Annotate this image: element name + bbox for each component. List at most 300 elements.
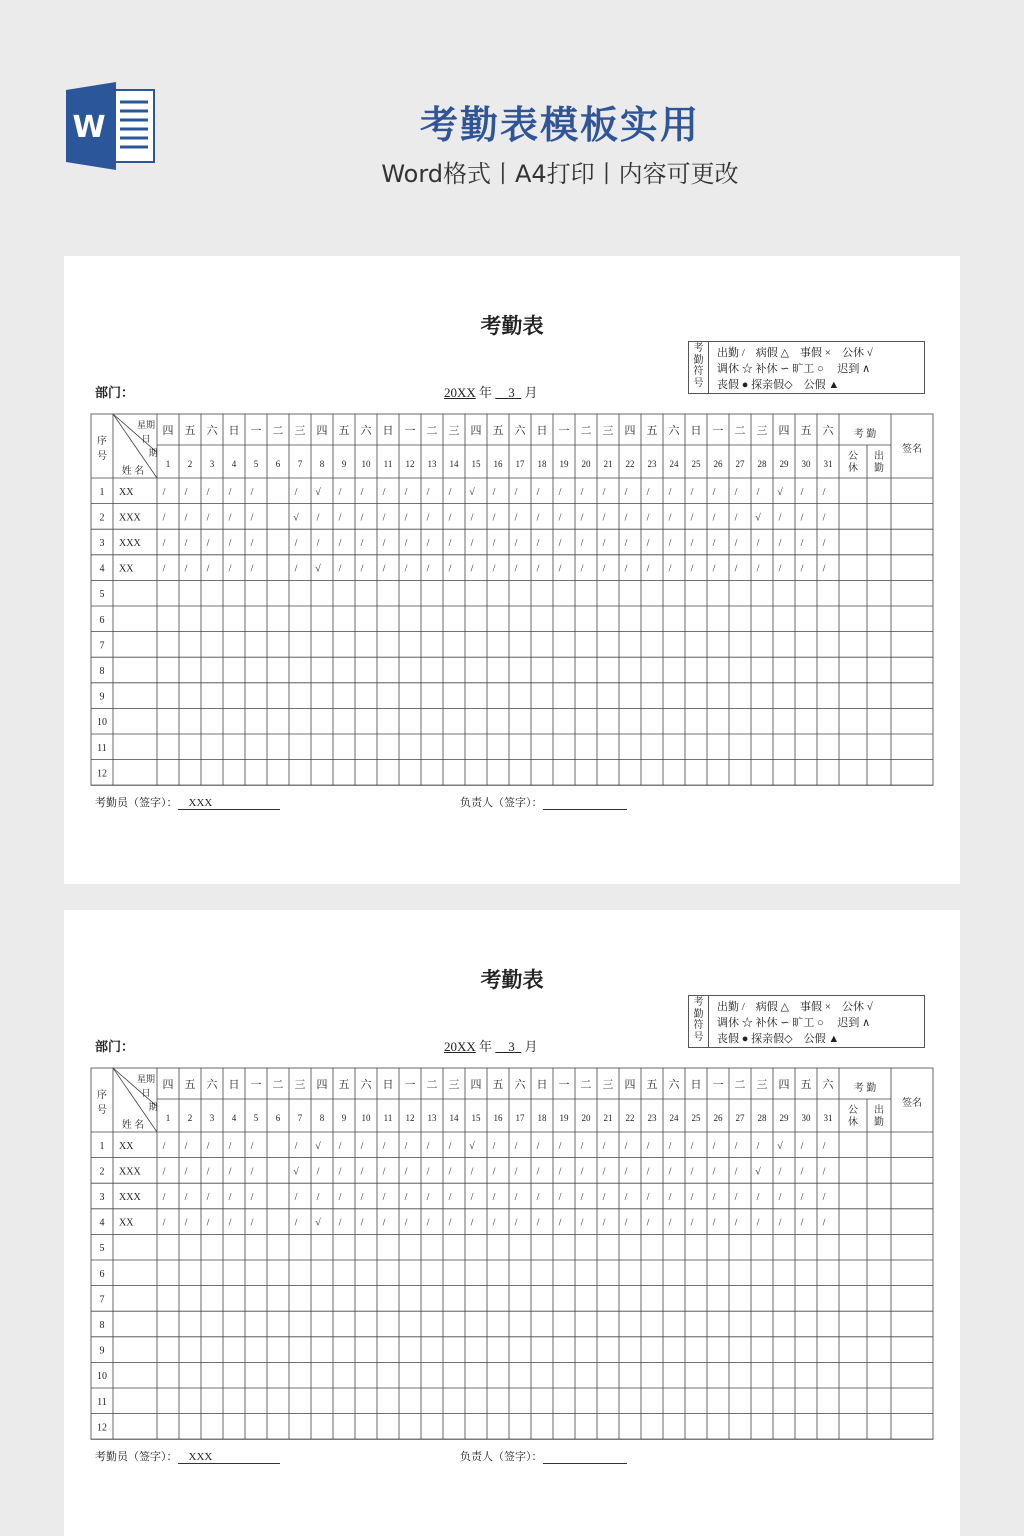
table-row[interactable] xyxy=(100,512,826,523)
attendance-mark: / xyxy=(206,512,210,524)
table-row[interactable] xyxy=(100,1320,105,1331)
row-seq: 6 xyxy=(99,614,105,626)
table-row[interactable] xyxy=(100,1141,826,1152)
header-seq: 号 xyxy=(97,451,107,462)
table-row[interactable] xyxy=(100,589,105,600)
attendance-mark: / xyxy=(228,538,232,549)
weekday-header: 日 xyxy=(228,1079,240,1091)
day-header: 26 xyxy=(713,1113,723,1123)
day-header: 11 xyxy=(383,1113,393,1123)
attendance-mark: / xyxy=(294,563,298,575)
day-header: 23 xyxy=(647,1113,657,1123)
table-row[interactable] xyxy=(100,1243,105,1254)
table-gridlines xyxy=(91,1068,933,1439)
day-header: 13 xyxy=(427,1113,437,1123)
day-header: 10 xyxy=(361,459,371,469)
attendance-mark: / xyxy=(624,563,628,575)
clerk-signature-line[interactable] xyxy=(178,1451,280,1464)
attendance-mark: / xyxy=(360,1140,364,1152)
clerk-signature xyxy=(95,794,280,810)
attendance-mark: / xyxy=(492,486,496,498)
attendance-mark: / xyxy=(426,1192,430,1203)
weekday-header: 六 xyxy=(206,1079,218,1091)
attendance-mark: / xyxy=(404,1192,408,1203)
attendance-mark: / xyxy=(448,1192,452,1203)
table-gridlines xyxy=(91,414,933,785)
weekday-header: 五 xyxy=(800,1079,812,1091)
row-seq: 9 xyxy=(99,1345,105,1357)
attendance-mark: / xyxy=(492,1217,496,1229)
legend-row-3: 丧假 ● 探亲假◇ 公假 ▲ xyxy=(717,379,840,391)
attendance-mark: √ xyxy=(777,486,783,498)
day-header: 24 xyxy=(669,459,679,469)
manager-label: 负责人（签字）： xyxy=(460,1451,543,1463)
day-header: 31 xyxy=(823,459,833,469)
attendance-mark: / xyxy=(250,563,254,575)
header-signature: 签名 xyxy=(902,1098,922,1109)
attendance-mark: / xyxy=(536,1166,540,1178)
attendance-mark: / xyxy=(668,1192,672,1203)
attendance-mark: / xyxy=(712,1166,716,1178)
attendance-mark: / xyxy=(778,1166,782,1178)
attendance-mark: / xyxy=(514,512,518,524)
legend-label: 考勤符号 xyxy=(689,342,709,393)
weekday-header: 一 xyxy=(712,425,724,437)
attendance-mark: / xyxy=(228,1140,232,1152)
attendance-mark: / xyxy=(206,1192,210,1203)
attendance-mark: / xyxy=(778,563,782,575)
sheet-title: 考勤表 xyxy=(480,967,544,992)
day-header: 4 xyxy=(231,459,237,469)
attendance-mark: / xyxy=(404,486,408,498)
weekday-header: 一 xyxy=(404,425,416,437)
attendance-mark: / xyxy=(316,538,320,549)
attendance-mark: / xyxy=(646,1166,650,1178)
attendance-mark: / xyxy=(250,1140,254,1152)
day-header: 28 xyxy=(757,1113,767,1123)
weekday-header: 三 xyxy=(602,1079,614,1091)
day-header: 5 xyxy=(253,1113,259,1123)
weekday-header: 三 xyxy=(448,425,460,437)
legend-row-2: 调休 ☆ 补休 ∽ 旷工 ○ 迟到 ∧ xyxy=(717,363,871,375)
weekday-header: 三 xyxy=(294,425,306,437)
department-label: 部门： xyxy=(95,385,135,400)
attendance-mark: / xyxy=(690,563,694,575)
attendance-mark: / xyxy=(448,1166,452,1178)
attendance-mark: / xyxy=(602,486,606,498)
manager-signature-line[interactable] xyxy=(543,1451,627,1464)
attendance-mark: / xyxy=(580,1217,584,1229)
attendance-mark: / xyxy=(536,512,540,524)
attendance-mark: / xyxy=(184,486,188,498)
attendance-mark: / xyxy=(558,1166,562,1178)
attendance-mark: / xyxy=(712,1140,716,1152)
corner-week-label: 星期 xyxy=(136,1074,156,1084)
weekday-header: 六 xyxy=(822,425,834,437)
manager-signature xyxy=(460,1448,627,1464)
day-header: 16 xyxy=(493,1113,503,1123)
weekday-header: 四 xyxy=(778,425,790,437)
weekday-header: 四 xyxy=(162,1079,174,1091)
attendance-mark: / xyxy=(404,563,408,575)
row-seq: 1 xyxy=(99,1140,105,1152)
day-header: 17 xyxy=(515,459,525,469)
day-header: 14 xyxy=(449,1113,459,1123)
attendance-mark: / xyxy=(404,1140,408,1152)
weekday-header: 六 xyxy=(668,425,680,437)
attendance-symbol-legend xyxy=(688,995,925,1048)
attendance-mark: / xyxy=(250,512,254,524)
clerk-label: 考勤员（签字）： xyxy=(95,797,178,809)
attendance-mark: / xyxy=(646,1217,650,1229)
day-header: 26 xyxy=(713,459,723,469)
attendance-mark: / xyxy=(536,1140,540,1152)
attendance-mark: / xyxy=(712,563,716,575)
attendance-mark: / xyxy=(382,538,386,549)
table-row[interactable] xyxy=(100,564,826,575)
attendance-mark: / xyxy=(228,563,232,575)
department-label: 部门： xyxy=(95,1039,135,1054)
attendance-mark: / xyxy=(184,512,188,524)
attendance-mark: / xyxy=(404,512,408,524)
attendance-mark: / xyxy=(734,1166,738,1178)
day-header: 22 xyxy=(625,1113,635,1123)
attendance-mark: / xyxy=(668,563,672,575)
month-value: 3 xyxy=(508,385,515,400)
attendance-mark: / xyxy=(822,1192,826,1203)
table-row[interactable] xyxy=(97,743,107,754)
weekday-header: 五 xyxy=(184,1079,196,1091)
table-row[interactable] xyxy=(100,1218,826,1229)
attendance-mark: / xyxy=(426,1140,430,1152)
table-row[interactable] xyxy=(100,538,826,549)
header-public-rest: 公 xyxy=(848,451,858,462)
attendance-mark: / xyxy=(250,538,254,549)
attendance-mark: / xyxy=(690,538,694,549)
day-header: 31 xyxy=(823,1113,833,1123)
row-seq: 4 xyxy=(99,563,105,575)
attendance-mark: / xyxy=(448,486,452,498)
day-header: 25 xyxy=(691,459,701,469)
row-seq: 10 xyxy=(97,717,107,729)
legend-label: 考勤符号 xyxy=(689,996,709,1047)
header-present: 勤 xyxy=(874,463,884,474)
attendance-mark: / xyxy=(492,1140,496,1152)
day-header: 23 xyxy=(647,459,657,469)
attendance-mark: / xyxy=(712,1217,716,1229)
attendance-mark: √ xyxy=(315,1217,321,1229)
attendance-mark: / xyxy=(338,486,342,498)
attendance-mark: / xyxy=(206,563,210,575)
attendance-sheet-1 xyxy=(64,256,960,884)
header-present: 出 xyxy=(874,1105,884,1116)
table-row[interactable] xyxy=(100,1294,105,1305)
attendance-mark: / xyxy=(690,512,694,524)
row-name: XX xyxy=(119,1217,134,1229)
row-seq: 11 xyxy=(97,1396,107,1408)
attendance-mark: / xyxy=(404,1166,408,1178)
legend-row-2: 调休 ☆ 补休 ∽ 旷工 ○ 迟到 ∧ xyxy=(717,1017,871,1029)
attendance-mark: / xyxy=(448,1140,452,1152)
attendance-mark: √ xyxy=(469,486,475,498)
attendance-mark: / xyxy=(426,512,430,524)
attendance-mark: / xyxy=(756,563,760,575)
day-header: 30 xyxy=(801,459,811,469)
attendance-mark: / xyxy=(382,486,386,498)
attendance-mark: / xyxy=(668,486,672,498)
attendance-mark: / xyxy=(382,1140,386,1152)
weekday-header: 二 xyxy=(426,425,438,437)
attendance-mark: / xyxy=(360,1166,364,1178)
day-header: 12 xyxy=(405,459,415,469)
attendance-mark: / xyxy=(822,1166,826,1178)
attendance-mark: / xyxy=(470,512,474,524)
day-header: 8 xyxy=(319,1113,325,1123)
weekday-header: 五 xyxy=(646,425,658,437)
manager-signature-line[interactable] xyxy=(543,797,627,810)
weekday-header: 一 xyxy=(250,1079,262,1091)
weekday-header: 二 xyxy=(734,425,746,437)
page-title: 考勤表模板实用 xyxy=(419,103,700,147)
attendance-mark: / xyxy=(470,1166,474,1178)
day-header: 18 xyxy=(537,1113,547,1123)
table-row[interactable] xyxy=(100,487,826,498)
attendance-mark: / xyxy=(184,1140,188,1152)
attendance-mark: / xyxy=(228,1192,232,1203)
header-present: 勤 xyxy=(874,1117,884,1128)
row-seq: 3 xyxy=(99,1192,105,1203)
day-header: 6 xyxy=(275,459,281,469)
attendance-mark: / xyxy=(558,1140,562,1152)
attendance-mark: / xyxy=(404,538,408,549)
attendance-mark: / xyxy=(690,1140,694,1152)
attendance-mark: / xyxy=(624,1192,628,1203)
weekday-header: 一 xyxy=(250,425,262,437)
attendance-mark: / xyxy=(536,538,540,549)
day-header: 16 xyxy=(493,459,503,469)
attendance-mark: / xyxy=(734,486,738,498)
attendance-mark: / xyxy=(712,512,716,524)
attendance-mark: / xyxy=(734,1192,738,1203)
day-header: 8 xyxy=(319,459,325,469)
day-header: 7 xyxy=(297,459,303,469)
row-seq: 2 xyxy=(99,1166,105,1178)
weekday-header: 一 xyxy=(558,425,570,437)
table-row[interactable] xyxy=(97,1397,107,1408)
attendance-mark: / xyxy=(184,1217,188,1229)
weekday-header: 四 xyxy=(316,425,328,437)
attendance-mark: / xyxy=(756,486,760,498)
attendance-mark: / xyxy=(382,1192,386,1203)
day-header: 20 xyxy=(581,1113,591,1123)
day-header: 28 xyxy=(757,459,767,469)
attendance-mark: / xyxy=(800,538,804,549)
row-seq: 2 xyxy=(99,512,105,524)
row-seq: 7 xyxy=(99,1294,105,1306)
attendance-mark: / xyxy=(580,538,584,549)
day-header: 30 xyxy=(801,1113,811,1123)
attendance-mark: / xyxy=(448,1217,452,1229)
attendance-mark: / xyxy=(382,563,386,575)
attendance-mark: / xyxy=(756,538,760,549)
attendance-mark: / xyxy=(228,1217,232,1229)
attendance-mark: / xyxy=(602,1217,606,1229)
header-public-rest: 休 xyxy=(848,463,858,474)
day-header: 11 xyxy=(383,459,393,469)
row-name: XXX xyxy=(119,538,141,549)
table-row[interactable] xyxy=(100,692,105,703)
attendance-mark: / xyxy=(822,1217,826,1229)
attendance-mark: / xyxy=(448,512,452,524)
attendance-mark: / xyxy=(668,512,672,524)
attendance-mark: √ xyxy=(469,1140,475,1152)
attendance-mark: / xyxy=(822,538,826,549)
attendance-mark: / xyxy=(624,512,628,524)
table-row[interactable] xyxy=(97,768,107,779)
attendance-mark: / xyxy=(338,512,342,524)
clerk-value: XXX xyxy=(188,797,213,809)
header xyxy=(0,0,1024,240)
attendance-mark: / xyxy=(470,538,474,549)
day-header: 13 xyxy=(427,459,437,469)
weekday-header: 六 xyxy=(514,425,526,437)
attendance-mark: / xyxy=(778,512,782,524)
attendance-mark: / xyxy=(514,1217,518,1229)
day-header: 4 xyxy=(231,1113,237,1123)
weekday-header: 四 xyxy=(316,1079,328,1091)
attendance-table xyxy=(91,414,933,786)
attendance-mark: / xyxy=(250,1217,254,1229)
table-row[interactable] xyxy=(100,1269,105,1280)
row-name: XXX xyxy=(119,1166,141,1178)
weekday-header: 五 xyxy=(338,1079,350,1091)
attendance-mark: / xyxy=(294,1192,298,1203)
table-row[interactable] xyxy=(100,615,105,626)
header-public-rest: 休 xyxy=(848,1117,858,1128)
table-row[interactable] xyxy=(97,1422,107,1433)
row-name: XXX xyxy=(119,512,141,524)
attendance-mark: / xyxy=(228,1166,232,1178)
attendance-mark: / xyxy=(690,1192,694,1203)
row-seq: 8 xyxy=(99,1320,105,1331)
word-logo-letter: W xyxy=(72,110,106,145)
table-row[interactable] xyxy=(100,666,105,677)
attendance-mark: / xyxy=(624,538,628,549)
attendance-mark: / xyxy=(250,1166,254,1178)
attendance-mark: / xyxy=(514,1192,518,1203)
weekday-header: 三 xyxy=(756,425,768,437)
attendance-mark: / xyxy=(162,563,166,575)
attendance-mark: / xyxy=(756,1140,760,1152)
attendance-mark: / xyxy=(602,1192,606,1203)
attendance-mark: / xyxy=(800,1217,804,1229)
attendance-mark: / xyxy=(492,512,496,524)
attendance-mark: / xyxy=(404,1217,408,1229)
day-header: 18 xyxy=(537,459,547,469)
row-name: XX xyxy=(119,563,134,575)
attendance-mark: / xyxy=(580,563,584,575)
attendance-mark: / xyxy=(426,486,430,498)
attendance-mark: √ xyxy=(315,486,321,498)
attendance-mark: / xyxy=(360,538,364,549)
table-row[interactable] xyxy=(100,1192,826,1203)
attendance-mark: / xyxy=(492,1192,496,1203)
attendance-mark: / xyxy=(294,538,298,549)
year-suffix: 年 xyxy=(479,1039,493,1054)
attendance-mark: / xyxy=(206,1217,210,1229)
attendance-mark: / xyxy=(360,563,364,575)
weekday-header: 二 xyxy=(580,425,592,437)
attendance-mark: / xyxy=(492,563,496,575)
attendance-mark: / xyxy=(162,512,166,524)
row-seq: 1 xyxy=(99,486,105,498)
weekday-header: 六 xyxy=(668,1079,680,1091)
weekday-header: 六 xyxy=(822,1079,834,1091)
row-seq: 11 xyxy=(97,742,107,754)
legend-row-1: 出勤 / 病假 △ 事假 × 公休 √ xyxy=(717,1001,873,1013)
table-row[interactable] xyxy=(97,1371,107,1382)
attendance-mark: / xyxy=(536,486,540,498)
attendance-symbol-legend xyxy=(688,341,925,394)
clerk-signature-line[interactable] xyxy=(178,797,280,810)
attendance-mark: / xyxy=(228,512,232,524)
day-header: 24 xyxy=(669,1113,679,1123)
attendance-mark: / xyxy=(690,486,694,498)
attendance-mark: / xyxy=(382,1166,386,1178)
attendance-mark: / xyxy=(360,1217,364,1229)
attendance-mark: / xyxy=(470,1192,474,1203)
weekday-header: 日 xyxy=(536,1079,548,1091)
corner-name-label: 姓 名 xyxy=(121,466,145,477)
table-row[interactable] xyxy=(100,1346,105,1357)
header-seq: 号 xyxy=(97,1105,107,1116)
attendance-mark: / xyxy=(316,1166,320,1178)
attendance-mark: / xyxy=(712,1192,716,1203)
attendance-mark: / xyxy=(558,486,562,498)
row-seq: 7 xyxy=(99,640,105,652)
attendance-mark: / xyxy=(514,538,518,549)
year-month-line xyxy=(444,382,538,401)
weekday-header: 四 xyxy=(624,425,636,437)
attendance-mark: / xyxy=(602,512,606,524)
attendance-mark: √ xyxy=(315,563,321,575)
weekday-header: 三 xyxy=(756,1079,768,1091)
attendance-mark: / xyxy=(558,538,562,549)
clerk-signature xyxy=(95,1448,280,1464)
attendance-mark: / xyxy=(558,1217,562,1229)
table-row[interactable] xyxy=(100,1166,826,1177)
attendance-mark: / xyxy=(712,486,716,498)
table-row[interactable] xyxy=(97,717,107,728)
attendance-mark: / xyxy=(734,563,738,575)
weekday-header: 五 xyxy=(800,425,812,437)
row-seq: 3 xyxy=(99,538,105,549)
weekday-header: 四 xyxy=(162,425,174,437)
attendance-mark: / xyxy=(206,486,210,498)
table-row[interactable] xyxy=(100,640,105,651)
header-seq: 序 xyxy=(97,436,107,447)
attendance-mark: √ xyxy=(293,1166,299,1178)
day-header: 9 xyxy=(341,1113,347,1123)
attendance-mark: / xyxy=(162,486,166,498)
weekday-header: 四 xyxy=(470,425,482,437)
weekday-header: 一 xyxy=(558,1079,570,1091)
day-header: 2 xyxy=(187,1113,193,1123)
attendance-mark: / xyxy=(514,563,518,575)
attendance-mark: / xyxy=(470,1217,474,1229)
attendance-mark: / xyxy=(800,1192,804,1203)
attendance-mark: / xyxy=(426,1217,430,1229)
